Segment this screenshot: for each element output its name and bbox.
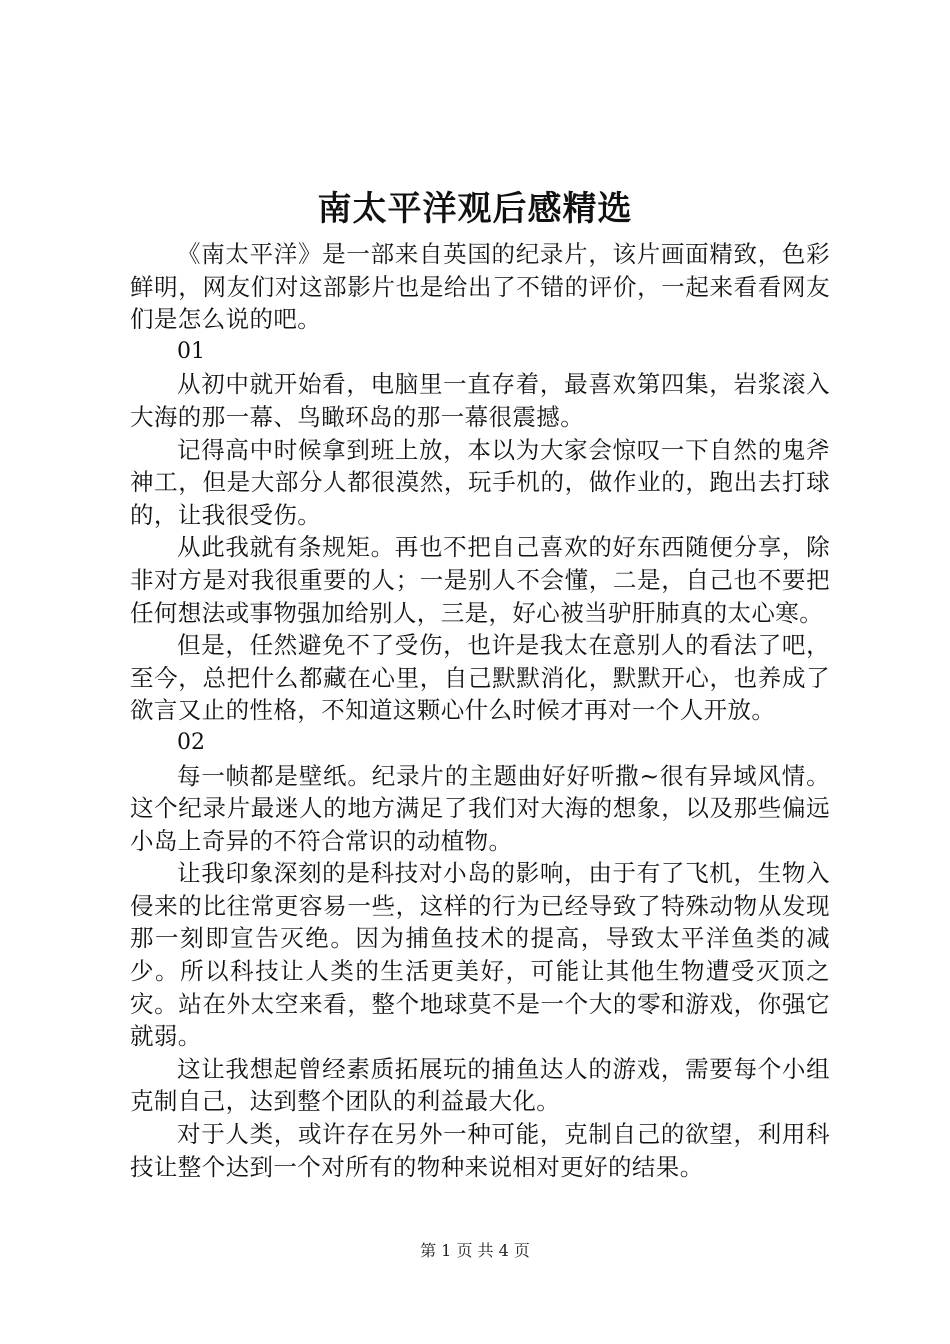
paragraph: 这让我想起曾经素质拓展玩的捕鱼达人的游戏，需要每个小组克制自己，达到整个团队的利益最大化。 [130,1054,830,1116]
document-body [130,238,830,1183]
paragraph: 记得高中时候拿到班上放，本以为大家会惊叹一下自然的鬼斧神工，但是大部分人都很漠然，玩手机的，做作业的，跑出去打球的，让我很受伤。 [130,435,830,529]
document-title: 南太平洋观后感精选 [317,189,633,229]
paragraph: 但是，任然避免不了受伤，也许是我太在意别人的看法了吧，至今，总把什么都藏在心里，自己默默消化，默默开心，也养成了欲言又止的性格，不知道这颗心什么时候才再对一个人开放。 [130,631,830,725]
paragraph: 每一帧都是壁纸。纪录片的主题曲好好听撒~很有异域风情。这个纪录片最迷人的地方满足了我们对大海的想象，以及那些偏远小岛上奇异的不符合常识的动植物。 [130,761,830,855]
paragraph: 从初中就开始看，电脑里一直存着，最喜欢第四集，岩浆滚入大海的那一幕、鸟瞰环岛的那一幕很震撼。 [130,370,830,431]
paragraph: 从此我就有条规矩。再也不把自己喜欢的好东西随便分享，除非对方是对我很重要的人；一是别人不会懂，二是，自己也不要把任何想法或事物强加给别人，三是，好心被当驴肝肺真的太心寒。 [130,533,830,627]
paragraph-intro: 《南太平洋》是一部来自英国的纪录片，该片画面精致，色彩鲜明，网友们对这部影片也是给出了不错的评价，一起来看看网友们是怎么说的吧。 [130,240,830,334]
paragraph: 让我印象深刻的是科技对小岛的影响，由于有了飞机，生物入侵来的比往常更容易一些，这样的行为已经导致了特殊动物从发现那一刻即宣告灭绝。因为捕鱼技术的提高，导致太平洋鱼类的减少。所以科技让人类的生活更美好，可能让其他生物遭受灭顶之灾。站在外太空来看，整个地球莫不是一个大的零和游戏，你强它就弱。 [130,859,830,1051]
section-marker-02: 02 [177,729,205,755]
page-footer: 第 1 页 共 4 页 [420,1241,530,1260]
paragraph: 对于人类，或许存在另外一种可能，克制自己的欲望，利用科技让整个达到一个对所有的物种来说相对更好的结果。 [130,1120,830,1181]
section-marker-01: 01 [177,338,205,364]
